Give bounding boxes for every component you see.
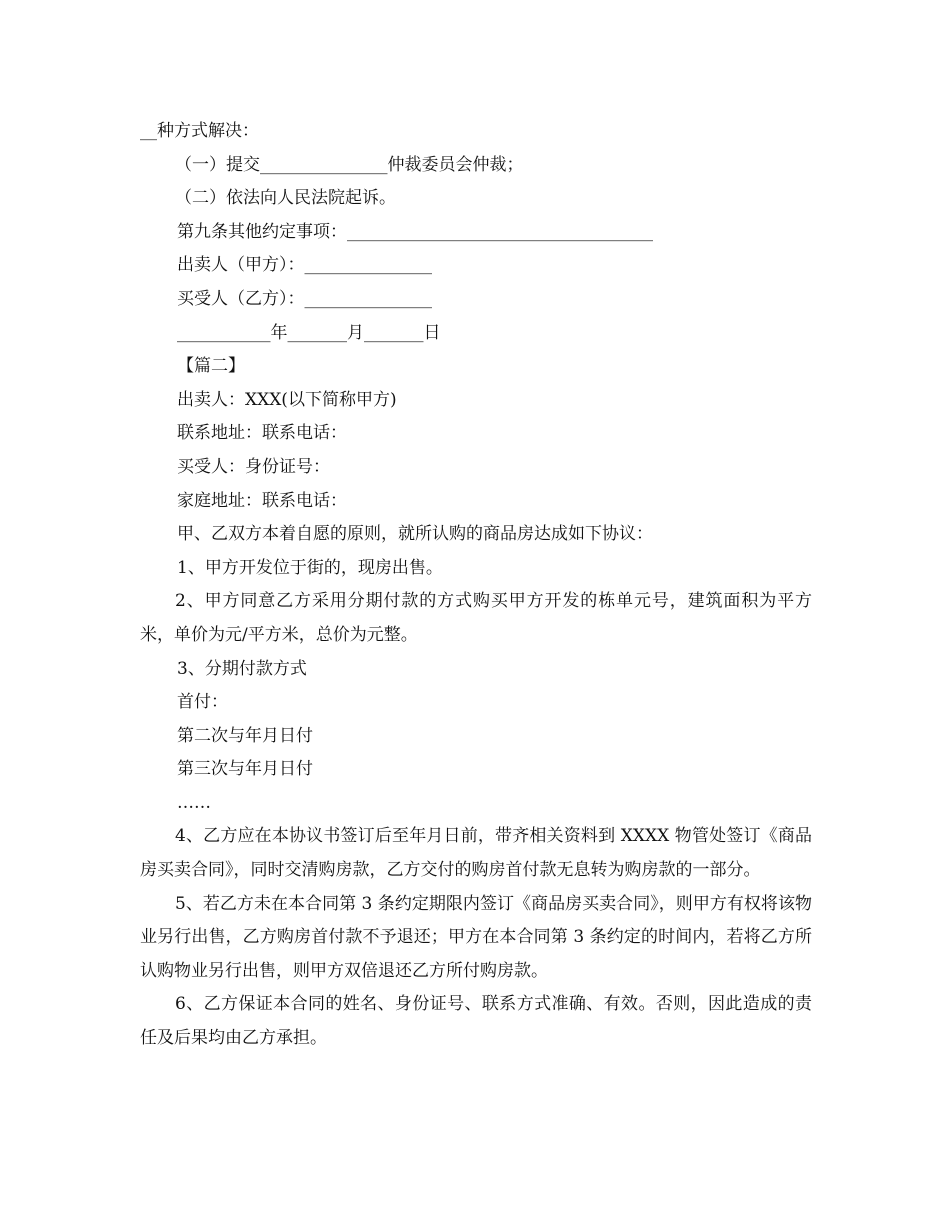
- text-line: 首付：: [177, 692, 228, 713]
- text-line: 家庭地址：联系电话：: [177, 490, 347, 511]
- section-heading: 【篇二】: [177, 356, 245, 377]
- text-line: 联系地址：联系电话：: [177, 423, 347, 444]
- paragraph: 5、若乙方未在本合同第 3 条约定期限内签订《商品房买卖合同》，则甲方有权将该物业另行出售，乙方购房首付款不予退还；甲方在本合同第 3 条约定的时间内，若将乙方所认购物业另行出售，则甲方双倍退还乙方所付购房款。: [140, 893, 812, 981]
- paragraph: 6、乙方保证本合同的姓名、身份证号、联系方式准确、有效。否则，因此造成的责任及后果均由乙方承担。: [140, 994, 812, 1049]
- text-line: 出卖人：XXX(以下简称甲方): [177, 389, 397, 410]
- text-line: ___________年_______月_______日: [177, 322, 441, 343]
- text-line: （一）提交_______________仲裁委员会仲裁；: [175, 154, 524, 175]
- document-body: [140, 115, 812, 1056]
- text-line: 买受人：身份证号：: [177, 456, 330, 477]
- text-line: 买受人（乙方）：_______________: [177, 288, 432, 309]
- ellipsis: ……: [177, 792, 211, 813]
- text-line: 甲、乙双方本着自愿的原则，就所认购的商品房达成如下协议：: [177, 524, 653, 545]
- text-line: 1、甲方开发位于街的，现房出售。: [177, 557, 443, 578]
- text-line: 3、分期付款方式: [177, 658, 307, 679]
- text-line: 第三次与年月日付: [177, 759, 313, 780]
- text-line: 第九条其他约定事项：____________________________________: [177, 221, 653, 242]
- text-line: 出卖人（甲方）：_______________: [177, 255, 432, 276]
- text-line: __种方式解决：: [140, 121, 259, 141]
- paragraph: 4、乙方应在本协议书签订后至年月日前，带齐相关资料到 XXXX 物管处签订《商品房买卖合同》，同时交清购房款，乙方交付的购房首付款无息转为购房款的一部分。: [140, 826, 812, 881]
- paragraph: 2、甲方同意乙方采用分期付款的方式购买甲方开发的栋单元号，建筑面积为平方米，单价为元/平方米，总价为元整。: [140, 591, 812, 645]
- text-line: （二）依法向人民法院起诉。: [175, 188, 396, 209]
- text-line: 第二次与年月日付: [177, 725, 313, 746]
